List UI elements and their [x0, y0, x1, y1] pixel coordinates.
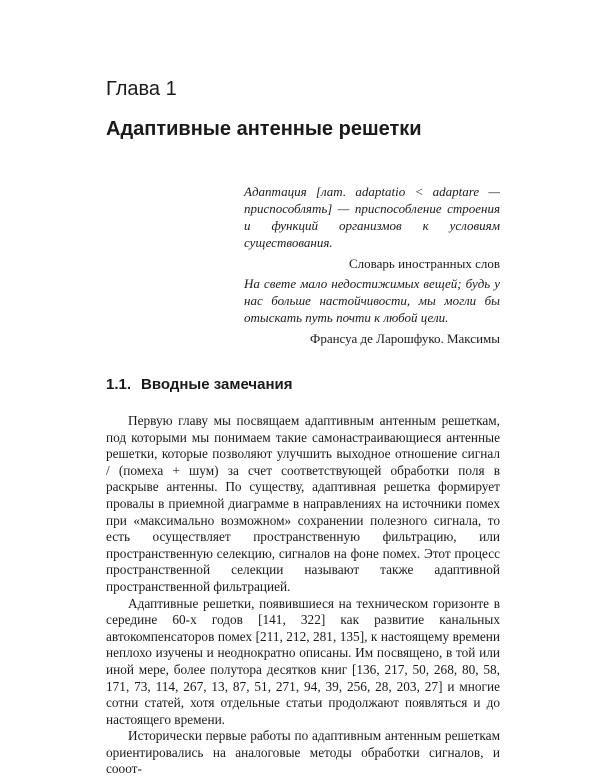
epigraph-text: На свете мало недостижимых вещей; будь у нас больше настойчивости, мы могли бы отыскать путь почти к любой цели.: [244, 276, 500, 325]
section-title: Вводные замечания: [141, 376, 293, 393]
epigraph: [244, 275, 500, 347]
body-text: [106, 413, 500, 778]
epigraph-source: Франсуа де Ларошфуко. Максимы: [310, 331, 500, 346]
paragraph: Адаптивные решетки, появившиеся на техническом горизонте в середине 60-х годов [141, 322] как развитие канальных автокомпенсаторов помех [211, 212, 281, 135], к настоящему времени неплохо изучены и неоднократно описаны. Им посвящено, в той или иной мере, более полутора десятков книг [136, 217, 50, 268, 80, 58, 171, 73, 114, 267, 13, 87, 51, 271, 94, 39, 256, 28, 203, 27] и многие сотни статей, хотя отдельные статьи продолжают появляться и до настоящего времени.: [106, 595, 500, 727]
epigraph-source: Словарь иностранных слов: [349, 256, 500, 271]
chapter-title: Адаптивные антенные решетки: [106, 118, 422, 140]
epigraph-text: Адаптация [лат. adaptatio < adaptare — приспособлять] — приспособление строения и функций организмов к условиям существования.: [244, 184, 500, 250]
section-number: 1.1.: [106, 376, 132, 393]
chapter-label: Глава 1: [106, 78, 177, 100]
paragraph: Исторически первые работы по адаптивным антенным решеткам ориентировались на аналоговые методы обработки сигналов, и сооот-: [106, 728, 500, 777]
section-heading: [106, 376, 293, 393]
paragraph: Первую главу мы посвящаем адаптивным антенным решеткам, под которыми мы понимаем такие самонастраивающиеся антенные решетки, которые позволяют улучшить выходное отношение сигнал / (помеха + шум) за счет соответствующей обработки поля в раскрыве антенны. По существу, адаптивная решетка формирует провалы в приемной диаграмме в направлениях на источники помех при «максимально возможном» сохранении полезного сигнала, то есть осуществляет пространственную фильтрацию, или пространственную селекцию, сигналов на фоне помех. Этот процесс пространственной селекции называют также адаптивной пространственной фильтрацией.: [106, 413, 500, 594]
epigraph: [244, 183, 500, 272]
